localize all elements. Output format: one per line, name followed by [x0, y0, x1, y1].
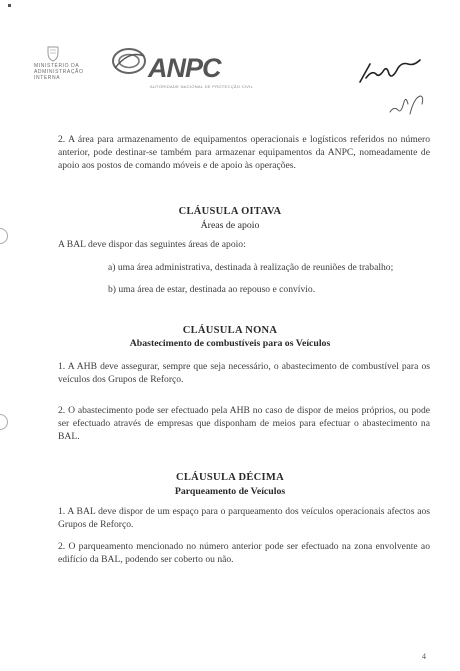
ministry-line-1: MINISTÉRIO DA — [34, 63, 80, 69]
punch-hole-bottom — [0, 414, 8, 430]
clause-8-subtitle: Áreas de apoio — [200, 220, 260, 231]
ministry-crest-icon — [44, 44, 62, 62]
clause-10-paragraph-1: 1. A BAL deve dispor de um espaço para o parqueamento dos veículos operacionais afectos aos Grupos de Reforço. — [58, 506, 430, 530]
handwritten-initials — [386, 90, 426, 120]
clause-10-title: CLÁUSULA DÉCIMA — [175, 472, 285, 483]
ministry-name — [34, 63, 83, 81]
clause-8-item-b: b) uma área de estar, destinada ao repouso e convívio. — [108, 284, 316, 295]
corner-mark — [8, 4, 11, 7]
clause-9-paragraph-1: 1. A AHB deve assegurar, sempre que seja necessário, o abastecimento de combustível para os veículos dos Grupos de Reforço. — [58, 361, 430, 385]
clause-10-paragraph-2: 2. O parqueamento mencionado no número anterior pode ser efectuado na zona envolvente ao edifício da BAL, podendo ser coberto ou não. — [58, 541, 430, 565]
handwritten-signature — [356, 56, 426, 86]
anpc-logo-icon — [112, 46, 148, 76]
clause-9-title: CLÁUSULA NONA — [182, 325, 278, 336]
ministry-line-3: INTERNA — [34, 75, 61, 81]
anpc-logo-text: ANPC — [148, 53, 221, 83]
page-number: 4 — [422, 652, 426, 661]
clause-9-paragraph-2: 2. O abastecimento pode ser efectuado pela AHB no caso de dispor de meios próprios, ou pode ser efectuado através de empresas que disponham de meios para efectuar o abastecimento na BAL. — [58, 405, 430, 442]
clause-9-subtitle: Abastecimento de combustíveis para os Veículos — [129, 338, 331, 349]
paragraph-intro: 2. A área para armazenamento de equipamentos operacionais e logísticos referidos no número anterior, pode destinar-se também para armazenar equipamentos da ANPC, nomeadamente de apoio aos postos de comando móveis e de apoio às operações. — [58, 134, 430, 171]
clause-10-subtitle: Parqueamento de Veículos — [174, 486, 286, 497]
clause-8-title: CLÁUSULA OITAVA — [178, 206, 282, 217]
anpc-logo-subtitle: AUTORIDADE NACIONAL DE PROTECÇÃO CIVIL — [150, 84, 254, 89]
clause-8-lead: A BAL deve dispor das seguintes áreas de apoio: — [58, 239, 246, 250]
clause-8-item-a: a) uma área administrativa, destinada à realização de reuniões de trabalho; — [108, 262, 394, 273]
ministry-line-2: ADMINISTRAÇÃO — [34, 69, 84, 75]
